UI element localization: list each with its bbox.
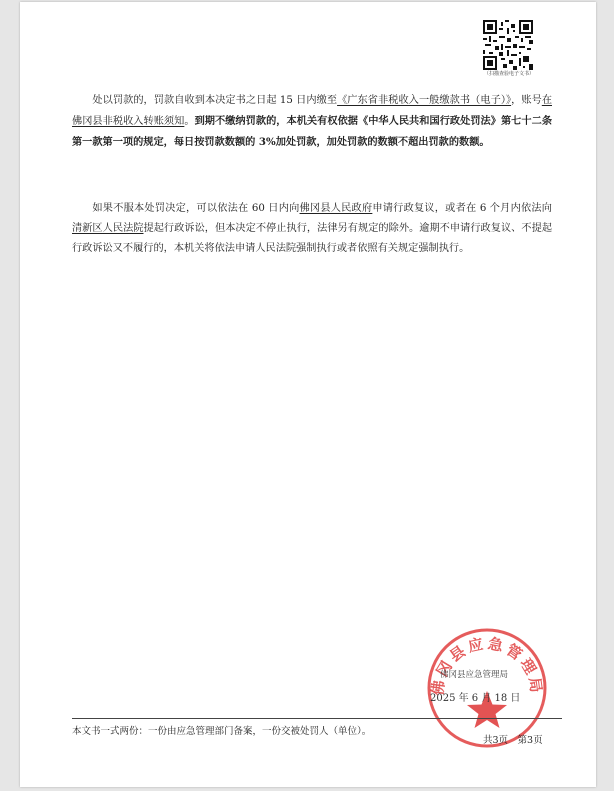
- footer-note: 本文书一式两份：一份由应急管理部门备案，一份交被处罚人（单位）。: [72, 726, 372, 737]
- payment-paragraph: [72, 91, 552, 153]
- late-payment-clause: 到期不缴纳罚款的，本机关有权依据《中华人民共和国行政处罚法》第七十二条第一款第一项的规定，每日按罚款数额的 3%加处罚款，加处罚款的数额不超出罚款的数额。: [72, 115, 553, 148]
- appeal-text-1: 如果不服本处罚决定，可以依法在 60 日内向: [92, 203, 300, 214]
- payment-text-1: 处以罚款的，罚款自收到本决定书之日起 15 日内缴至: [92, 95, 338, 106]
- document-page: [20, 2, 596, 787]
- court-name: 清新区人民法院: [72, 223, 144, 234]
- issuing-authority: 佛冈县应急管理局: [440, 670, 509, 680]
- payment-text-3: 。: [184, 116, 195, 127]
- payment-account: 在佛冈县非税收入转账须知: [72, 95, 552, 127]
- appeal-text-2: 申请行政复议，或者在 6 个月内依法向: [372, 203, 552, 214]
- payment-text-2: ，账号: [511, 95, 542, 106]
- qr-caption: （扫描查验电子文书）: [483, 71, 534, 77]
- footer-divider: [72, 718, 562, 719]
- appeal-text-3: 提起行政诉讼，但本决定不停止执行，法律另有规定的除外。逾期不申请行政复议、不提起行政诉讼又不履行的，本机关将依法申请人民法院强制执行或者依照有关规定强制执行。: [72, 223, 553, 254]
- page-number: 共3页 第3页: [483, 735, 543, 746]
- issue-date: 2025 年 6 月 18 日: [430, 693, 521, 704]
- qr-code-icon[interactable]: [483, 20, 533, 70]
- seal-text: 佛冈县应急管理局: [428, 634, 546, 697]
- reconsideration-authority: 佛冈县人民政府: [299, 203, 373, 214]
- appeal-paragraph: [72, 199, 552, 259]
- payment-form-name: 《广东省非税收入一般缴款书（电子）》: [337, 95, 512, 106]
